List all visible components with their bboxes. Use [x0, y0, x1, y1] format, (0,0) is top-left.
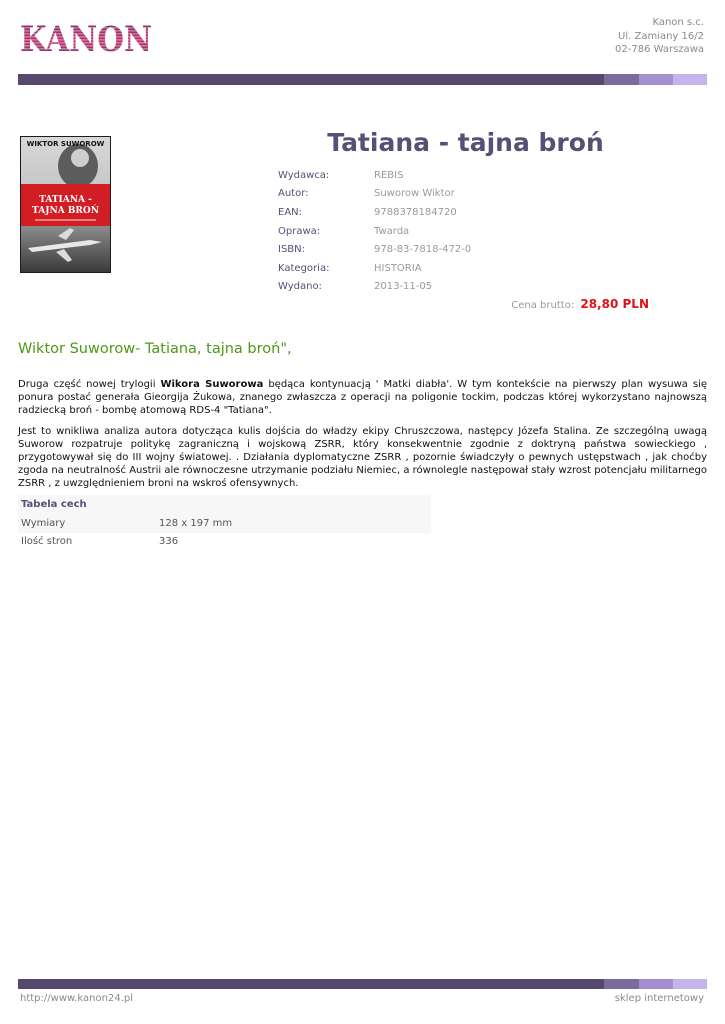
price-label: Cena brutto:: [511, 300, 575, 311]
description-paragraph-2: Jest to wnikliwa analiza autora dotycząca kulis dojścia do władzy ekipy Chruszczowa, następcy Józefa Stalina. Ze szczególną uwagą Suworow rozpatruje politykę zagraniczną i wojskową ZSRR, który konsekwentnie zgodnie z doktryną państwa sowieckiego , przygotowywał się do III wojny światowej. . Działania dyplomatyczne ZSRR , pozornie świadczyły o pewnych ustępstwach , jak choćby zgoda na neutralność Austrii ale równoczesne utrzymanie podziału Niemiec, a równolegle następował stały wzrost potencjału militarnego ZSRR , z uwzględnieniem broni na wskroś ofensywnych.: [18, 426, 707, 489]
detail-value: 978-83-7818-472-0: [374, 244, 472, 256]
detail-author: [278, 185, 471, 204]
svg-text:TAJNA BROŃ: TAJNA BROŃ: [32, 206, 99, 216]
author-name-bold: Wikora Suworowa: [160, 379, 264, 390]
detail-published: [278, 278, 471, 297]
description-text: [18, 379, 707, 499]
kanon-logo: [20, 18, 152, 58]
footer-divider-bar: [18, 979, 707, 989]
detail-label: EAN:: [278, 206, 303, 218]
table-row: [18, 533, 431, 552]
svg-text:TATIANA -: TATIANA -: [39, 195, 92, 205]
footer-url-link[interactable]: http://www.kanon24.pl: [20, 993, 133, 1004]
product-details: [278, 166, 471, 296]
product-title: Tatiana - tajna broń: [327, 128, 604, 157]
detail-value: REBIS: [374, 169, 404, 181]
detail-label: Wydano:: [278, 281, 322, 293]
detail-isbn: [278, 240, 471, 259]
feature-value: 336: [159, 536, 179, 548]
detail-binding: [278, 222, 471, 241]
svg-text:KANON: KANON: [20, 19, 152, 58]
company-street: Ul. Zamiany 16/2: [618, 30, 704, 42]
description-paragraph-1: Druga część nowej trylogii Wikora Suworowa będąca kontynuacją ' Matki diabła'. W tym kontekście na pierwszy plan wysuwa się ponura postać generała Gieorgija Żukowa, znanego zwłaszcza z operacji na poligonie tockim, podczas której wykorzystano najnowszą radziecką broń - bombę atomową RDS-4 "Tatiana".: [18, 379, 708, 416]
detail-label: Kategoria:: [278, 262, 330, 274]
detail-value: HISTORIA: [374, 262, 422, 274]
description-heading: Wiktor Suworow- Tatiana, tajna broń",: [18, 341, 292, 357]
detail-category: [278, 259, 471, 278]
price: [511, 297, 649, 311]
feature-label: Wymiary: [21, 517, 66, 529]
company-address: [615, 16, 704, 57]
company-city: 02-786 Warszawa: [615, 44, 704, 55]
detail-ean: [278, 203, 471, 222]
detail-label: Oprawa:: [278, 225, 321, 237]
company-name: Kanon s.c.: [652, 17, 704, 28]
detail-publisher: [278, 166, 471, 185]
feature-label: Ilość stron: [21, 536, 73, 548]
detail-value: 2013-11-05: [374, 281, 433, 293]
header-divider-bar: [18, 74, 707, 85]
detail-label: Autor:: [278, 188, 309, 200]
svg-text:KANON: KANON: [20, 19, 152, 58]
book-cover-image: [20, 136, 111, 273]
price-value: 28,80 PLN: [580, 297, 649, 311]
feature-value: 128 x 197 mm: [159, 517, 233, 529]
features-table: [18, 495, 431, 551]
table-row: [18, 514, 431, 533]
detail-value: Suworow Wiktor: [374, 188, 455, 200]
footer-tagline: sklep internetowy: [614, 993, 704, 1004]
detail-value: 9788378184720: [374, 206, 457, 218]
detail-value: Twarda: [374, 225, 410, 237]
features-table-heading: Tabela cech: [18, 495, 431, 514]
svg-text:WIKTOR SUWOROW: WIKTOR SUWOROW: [26, 140, 105, 148]
detail-label: ISBN:: [278, 244, 306, 256]
detail-label: Wydawca:: [278, 169, 330, 181]
